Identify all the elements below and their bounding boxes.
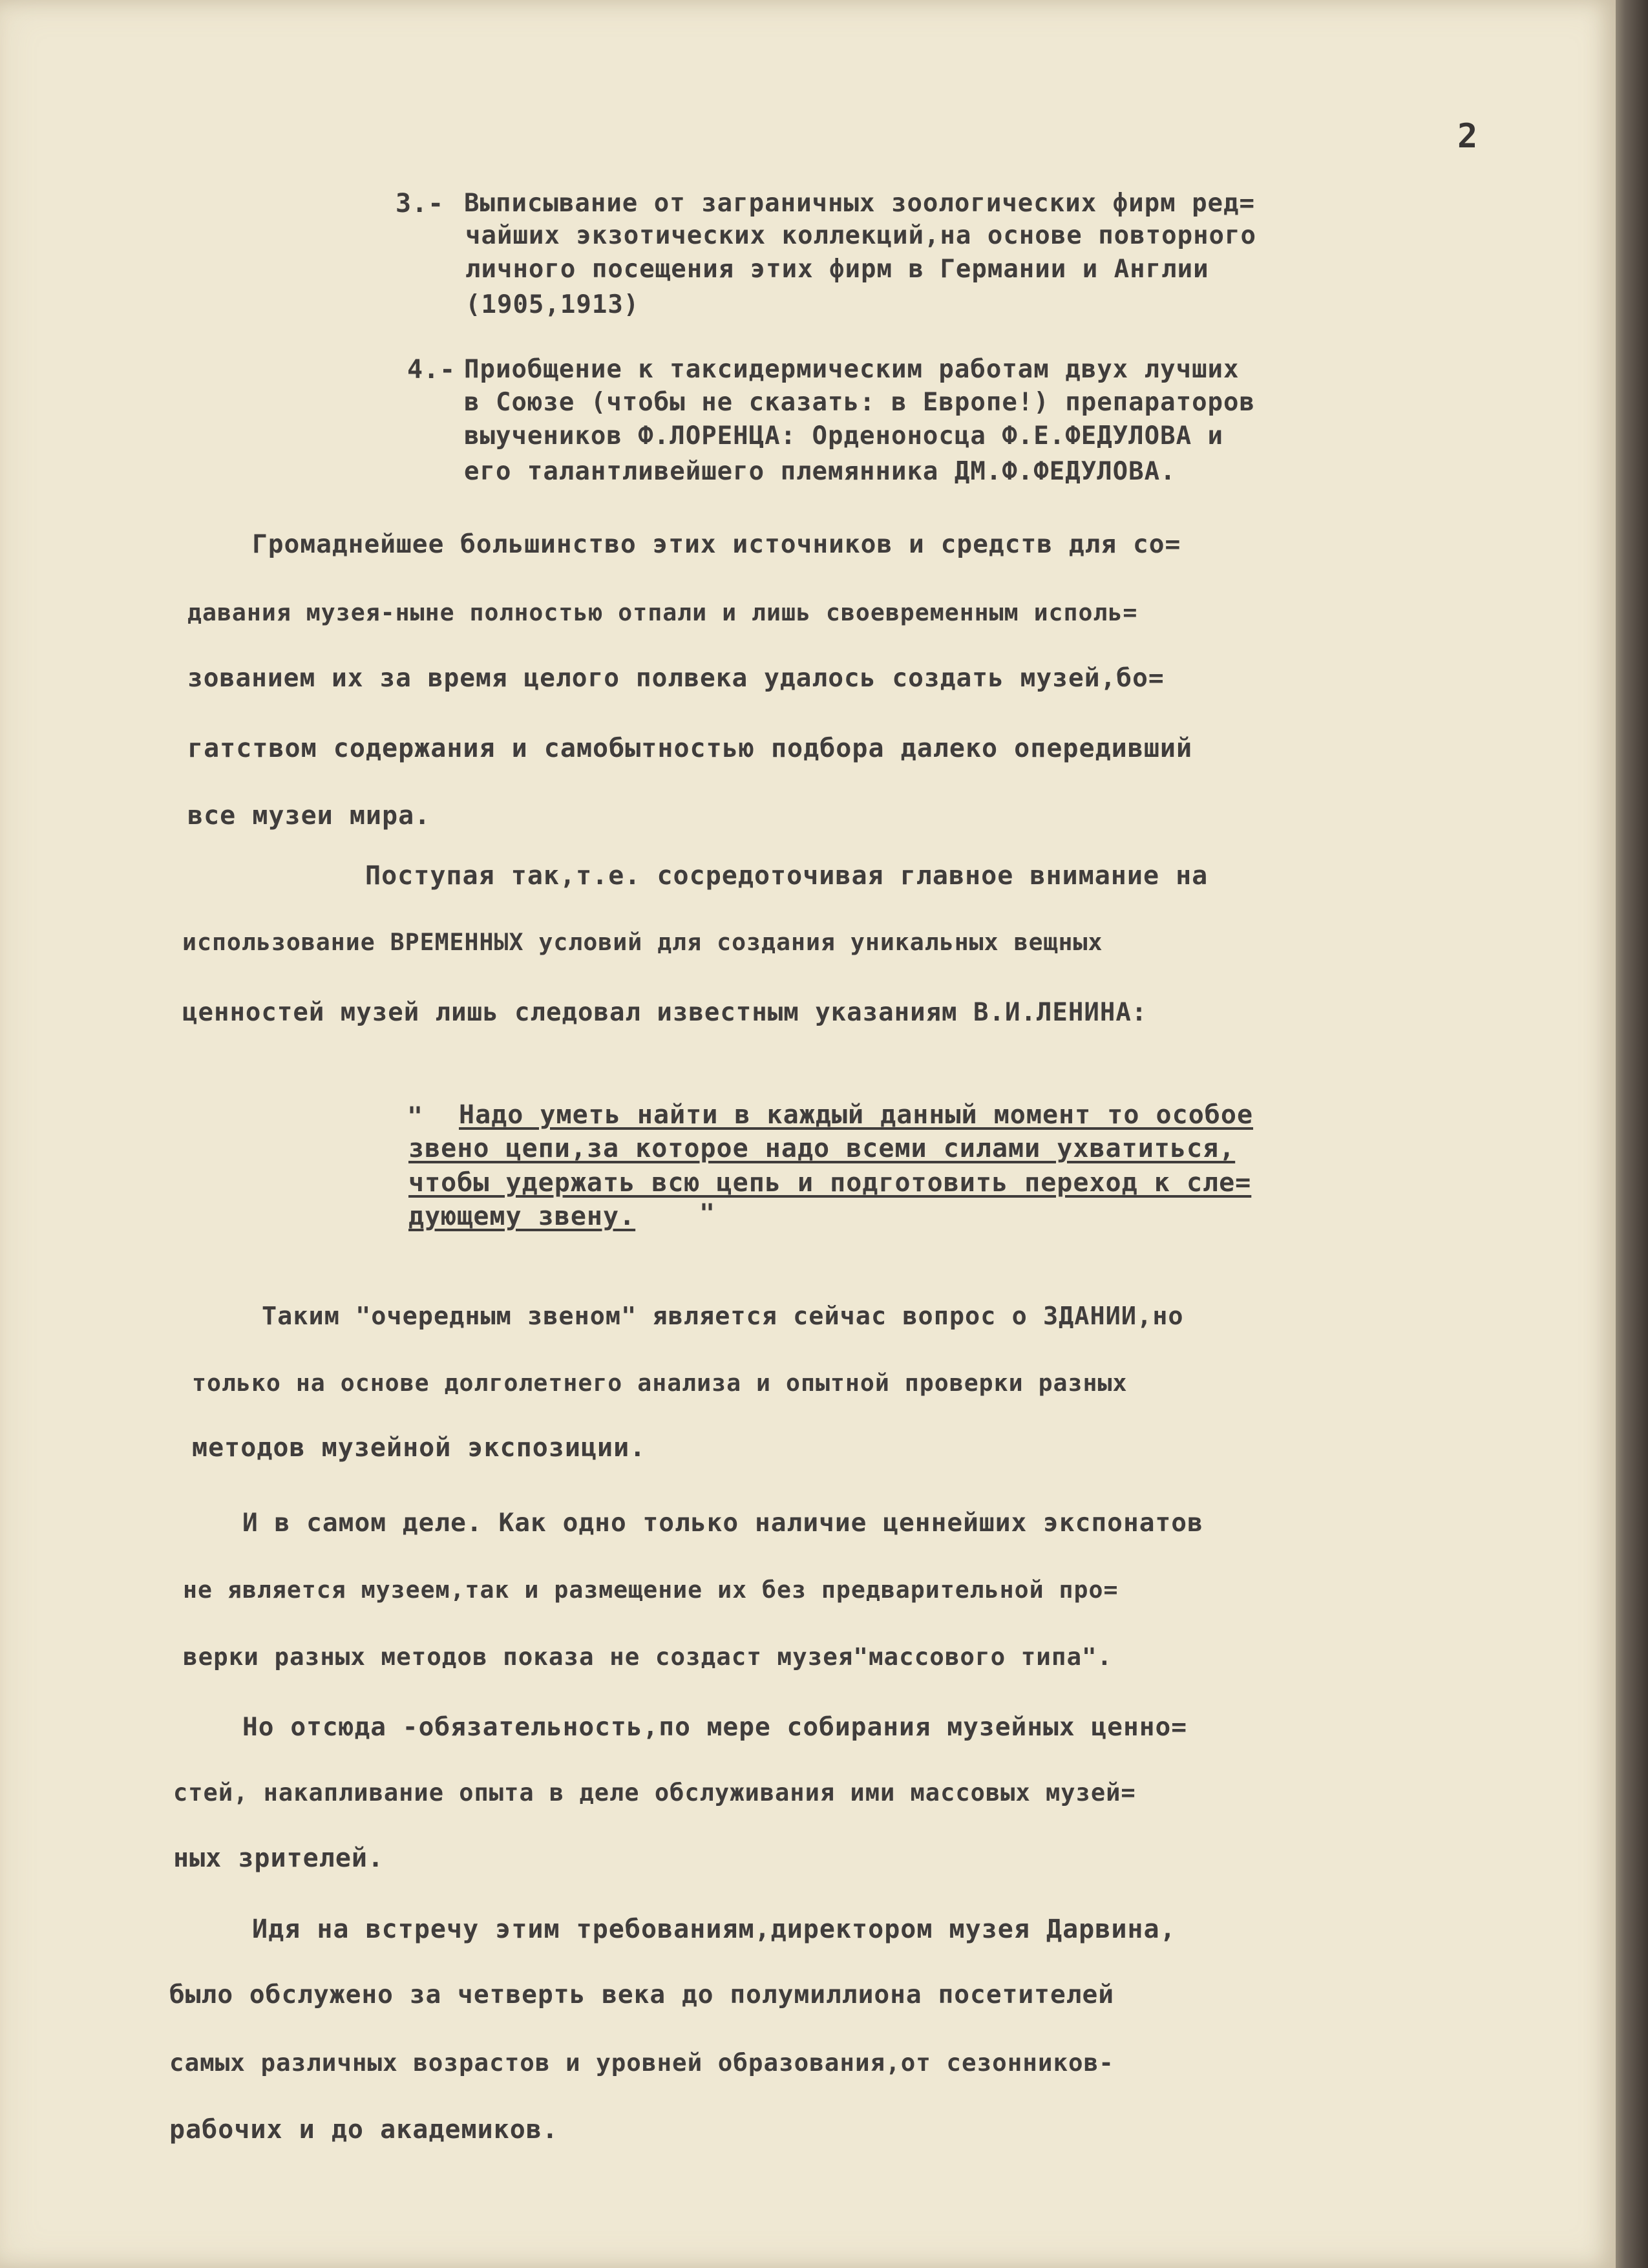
paragraph-line: ных зрителей.	[173, 1843, 385, 1873]
list-item-line: в Союзе (чтобы не сказать: в Европе!) препараторов	[464, 388, 1255, 417]
list-item-line: (1905,1913)	[465, 290, 640, 319]
paragraph-line: давания музея-ныне полностью отпали и лишь своевременным исполь=	[187, 599, 1138, 626]
paragraph-line: было обслужено за четверть века до полумиллиона посетителей	[169, 1980, 1115, 2009]
list-item-marker: 4.-	[407, 355, 456, 385]
paragraph-line: стей, накапливание опыта в деле обслуживания ими массовых музей=	[173, 1779, 1136, 1807]
paragraph-line: все музеи мира.	[187, 801, 431, 831]
paragraph-line: только на основе долголетнего анализа и опытной проверки разных	[192, 1369, 1128, 1397]
paragraph-line: самых различных возрастов и уровней образования,от сезонников-	[169, 2048, 1114, 2077]
paragraph-line: верки разных методов показа не создаст музея"массового типа".	[183, 1642, 1113, 1671]
list-item-line: его талантливейшего племянника ДМ.Ф.ФЕДУЛОВА.	[464, 457, 1176, 486]
list-item-line: Приобщение к таксидермическим работам двух лучших	[464, 355, 1240, 384]
quote-line: Надо уметь найти в каждый данный момент то особое	[459, 1100, 1254, 1130]
quote-line: чтобы удержать всю цепь и подготовить переход к сле=	[408, 1168, 1252, 1198]
quote-line: дующему звену.	[408, 1202, 636, 1231]
quote-line: звено цепи,за которое надо всеми силами ухватиться,	[408, 1134, 1236, 1163]
paragraph-line: И в самом деле. Как одно только наличие ценнейших экспонатов	[242, 1508, 1203, 1538]
list-item-marker: 3.-	[396, 189, 445, 218]
paragraph-line: Громаднейшее большинство этих источников и средств для со=	[252, 529, 1181, 559]
paragraph-line: использование ВРЕМЕННЫХ условий для создания уникальных вещных	[182, 928, 1103, 956]
paragraph-line: Идя на встречу этим требованиям,директором музея Дарвина,	[252, 1914, 1176, 1944]
paragraph-line: ценностей музей лишь следовал известным указаниям В.И.ЛЕНИНА:	[182, 998, 1148, 1027]
paragraph-line: рабочих и до академиков.	[169, 2115, 558, 2145]
quote-close-mark: "	[699, 1199, 716, 1229]
paragraph-line: Таким "очередным звеном" является сейчас вопрос о ЗДАНИИ,но	[262, 1302, 1184, 1331]
paragraph-line: Но отсюда -обязательность,по мере собирания музейных ценно=	[242, 1712, 1188, 1742]
paragraph-line: методов музейной экспозиции.	[192, 1433, 646, 1463]
paragraph-line: гатством содержания и самобытностью подбора далеко опередивший	[187, 734, 1193, 763]
page-number: 2	[1457, 117, 1479, 156]
list-item-line: Выписывание от заграничных зоологических фирм ред=	[464, 189, 1255, 218]
paragraph-line: не является музеем,так и размещение их без предварительной про=	[183, 1576, 1119, 1604]
list-item-line: личного посещения этих фирм в Германии и Англии	[465, 255, 1209, 284]
list-item-line: выучеников Ф.ЛОРЕНЦА: Орденоносца Ф.Е.ФЕДУЛОВА и	[464, 421, 1224, 450]
paragraph-line: зованием их за время целого полвека удалось создать музей,бо=	[187, 663, 1165, 693]
paragraph-line: Поступая так,т.е. сосредоточивая главное внимание на	[365, 861, 1209, 891]
list-item-line: чайших экзотических коллекций,на основе повторного	[465, 221, 1256, 250]
quote-open-mark: "	[407, 1102, 424, 1132]
